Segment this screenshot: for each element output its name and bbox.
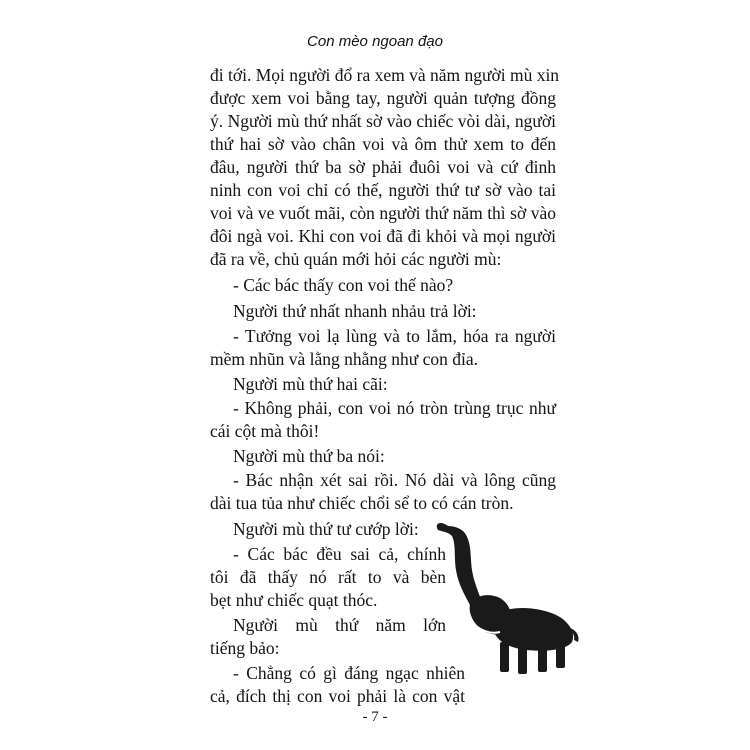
dialogue-line-18: - Bác nhận xét sai rồi. Nó dài và lông cũng	[233, 470, 556, 490]
text-line-23: bẹt như chiếc quạt thóc.	[210, 590, 378, 610]
text-line-16: cái cột mà thôi!	[210, 421, 320, 441]
text-line-25: tiếng bảo:	[210, 638, 280, 658]
text-line-27: cả, đích thị con voi phải là con vật	[210, 686, 465, 706]
dialogue-line-15: - Không phải, con voi nó tròn trùng trục như	[233, 398, 556, 418]
text-line-6: ninh con voi chỉ có thế, người thứ tư sờ vào tai	[210, 180, 556, 200]
text-line-5: đâu, người thứ ba sờ phải đuôi voi và cứ đinh	[210, 157, 556, 177]
text-line-8: đôi ngà voi. Khi con voi đã đi khỏi và mọi người	[210, 226, 556, 246]
text-line-19: dài tua tủa như chiếc chổi sể to có cán tròn.	[210, 493, 514, 513]
dialogue-line-10: - Các bác thấy con voi thế nào?	[233, 275, 454, 295]
text-line-9: đã ra về, chủ quán mới hỏi các người mù:	[210, 249, 502, 269]
text-line-7: voi và ve vuốt mãi, còn người thứ năm thì sờ vào	[210, 203, 556, 223]
elephant-drawing-icon	[430, 518, 580, 678]
text-line-17: Người mù thứ ba nói:	[233, 446, 385, 466]
text-line-20: Người mù thứ tư cướp lời:	[233, 519, 419, 539]
text-line-13: mềm nhũn và lằng nhằng như con đỉa.	[210, 349, 479, 369]
text-line-1: đi tới. Mọi người đổ ra xem và năm người mù xin	[210, 65, 560, 85]
text-line-24: Người mù thứ năm lớn	[233, 615, 446, 635]
text-line-3: ý. Người mù thứ nhất sờ vào chiếc vòi dài, người	[210, 111, 556, 131]
running-header: Con mèo ngoan đạo	[307, 33, 443, 50]
dialogue-line-12: - Tưởng voi lạ lùng và to lắm, hóa ra người	[233, 326, 556, 346]
text-line-14: Người mù thứ hai cãi:	[233, 374, 388, 394]
page-number: - 7 -	[362, 709, 388, 725]
text-line-4: thứ hai sờ vào chân voi và ôm thử xem to đến	[210, 134, 556, 154]
dialogue-line-21: - Các bác đều sai cả, chính	[233, 544, 446, 564]
text-line-11: Người thứ nhất nhanh nhảu trả lời:	[233, 301, 477, 321]
dialogue-line-26: - Chẳng có gì đáng ngạc nhiên	[233, 663, 465, 683]
text-line-22: tôi đã thấy nó rất to và bèn	[210, 567, 446, 587]
text-line-2: được xem voi bằng tay, người quản tượng đồng	[210, 88, 556, 108]
